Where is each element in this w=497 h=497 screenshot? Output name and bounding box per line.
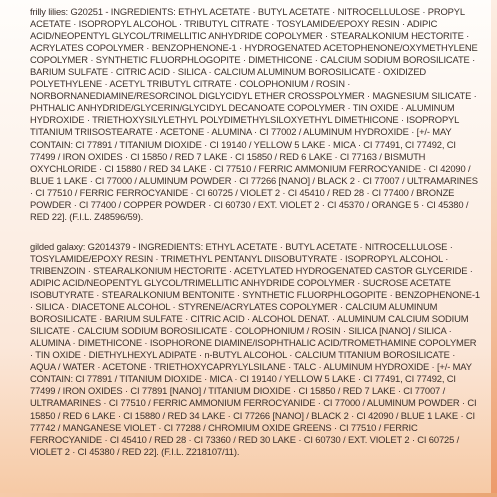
ingredient-block-gilded-galaxy: [30, 241, 480, 458]
ingredient-list: ETHYL ACETATE · BUTYL ACETATE · NITROCELLULOSE · PROPYL ACETATE · ISOPROPYL ALCOHOL · TRIBUTYL CITRATE · TOSYLAMIDE/EPOXY RESIN · ADIPIC ACID/NEOPENTYL GLYCOL/TRIMELLITIC ANHYDRIDE COPOLYMER · STEARALKONIUM HECTORITE · ACRYLATES COPOLYMER · BENZOPHENONE-1 · HYDROGENATED ACETOPHENONE/OXYMETHYLENE COPOLYMER · SYNTHETIC FLUORPHLOGOPITE · DIMETHICONE · CALCIUM SODIUM BOROSILICATE · BARIUM SULFATE · CITRIC ACID · SILICA · CALCIUM ALUMINUM BOROSILICATE · OXIDIZED POLYETHYLENE · ACETYL TRIBUTYL CITRATE · COLOPHONIUM / ROSIN · NORBORNANEDIAMINE/RESORCINOL DIGLYCIDYL ETHER CROSSPOLYMER · MAGNESIUM SILICATE · PHTHALIC ANHYDRIDE/GLYCERIN/GLYCIDYL DECANOATE COPOLYMER · TIN OXIDE · ALUMINUM HYDROXIDE · TRIETHOXYSILYLETHYL POLYDIMETHYLSILOXYETHYL DIMETHICONE · ISOPROPYL TITANIUM TRIISOSTEARATE · ACETONE · ALUMINA · CI 77002 / ALUMINUM HYDROXIDE · [+/- MAY CONTAIN: CI 77891 / TITANIUM DIOXIDE · CI 19140 / YELLOW 5 LAKE · MICA · CI 77491, CI 77492, CI 77499 / IRON OXIDES · CI 15850 / RED 7 LAKE · CI 15850 / RED 6 LAKE · CI 77163 / BISMUTH OXYCHLORIDE · CI 15880 / RED 34 LAKE · CI 77510 / FERRIC AMMONIUM FERROCYANIDE · CI 42090 / BLUE 1 LAKE · CI 77000 / ALUMINUM POWDER · CI 77266 [NANO] / BLACK 2 · CI 77007 / ULTRAMARINES · CI 77510 / FERRIC FERROCYANIDE · CI 60725 / VIOLET 2 · CI 45410 / RED 28 · CI 77400 / BRONZE POWDER · CI 77400 / COPPER POWDER · CI 60730 / EXT. VIOLET 2 · CI 45370 / ORANGE 5 · CI 45380 / RED 22]. (F.I.L. Z48596/59).: [30, 6, 478, 222]
ingredient-list: ETHYL ACETATE · BUTYL ACETATE · NITROCELLULOSE · TOSYLAMIDE/EPOXY RESIN · TRIMETHYL PENTANYL DIISOBUTYRATE · ISOPROPYL ALCOHOL · TRIBENZOIN · STEARALKONIUM HECTORITE · ACETYLATED HYDROGENATED CASTOR GLYCERIDE · ADIPIC ACID/NEOPENTYL GLYCOL/TRIMELLITIC ANHYDRIDE COPOLYMER · SUCROSE ACETATE ISOBUTYRATE · STEARALKONIUM BENTONITE · SYNTHETIC FLUORPHLOGOPITE · BENZOPHENONE-1 · SILICA · DIACETONE ALCOHOL · STYRENE/ACRYLATES COPOLYMER · CALCIUM ALUMINUM BOROSILICATE · BARIUM SULFATE · CITRIC ACID · ALCOHOL DENAT. · ALUMINUM CALCIUM SODIUM SILICATE · CALCIUM SODIUM BOROSILICATE · COLOPHONIUM / ROSIN · SILICA [NANO] / SILICA · ALUMINA · DIMETHICONE · ISOPHORONE DIAMINE/ISOPHTHALIC ACID/TROMETHAMINE COPOLYMER · TIN OXIDE · DIETHYLHEXYL ADIPATE · n-BUTYL ALCOHOL · CALCIUM TITANIUM BOROSILICATE · AQUA / WATER · ACETONE · TRIETHOXYCAPRYLYLSILANE · TALC · ALUMINUM HYDROXIDE · [+/- MAY CONTAIN: CI 77891 / TITANIUM DIOXIDE · MICA · CI 19140 / YELLOW 5 LAKE · CI 77491, CI 77492, CI 77499 / IRON OXIDES · CI 77891 [NANO] / TITANIUM DIOXIDE · CI 15850 / RED 7 LAKE · CI 77007 / ULTRAMARINES · CI 77510 / FERRIC AMMONIUM FERROCYANIDE · CI 77000 / ALUMINUM POWDER · CI 15850 / RED 6 LAKE · CI 15880 / RED 34 LAKE · CI 77266 [NANO] / BLACK 2 · CI 42090 / BLUE 1 LAKE · CI 77742 / MANGANESE VIOLET · CI 77288 / CHROMIUM OXIDE GREENS · CI 77510 / FERRIC FERROCYANIDE · CI 45410 / RED 28 · CI 73360 / RED 30 LAKE · CI 60730 / EXT. VIOLET 2 · CI 60725 / VIOLET 2 · CI 45380 / RED 22]. (F.I.L. Z218107/11).: [30, 240, 480, 457]
product-lead: frilly lilies: G20251 - INGREDIENTS:: [30, 6, 176, 17]
product-lead: gilded galaxy: G2014379 - INGREDIENTS:: [30, 240, 204, 252]
right-edge-gradient: [491, 0, 497, 497]
bottom-edge-gradient: [0, 493, 497, 497]
ingredient-block-frilly-lilies: [30, 6, 480, 223]
ingredient-text-area: [30, 6, 480, 458]
